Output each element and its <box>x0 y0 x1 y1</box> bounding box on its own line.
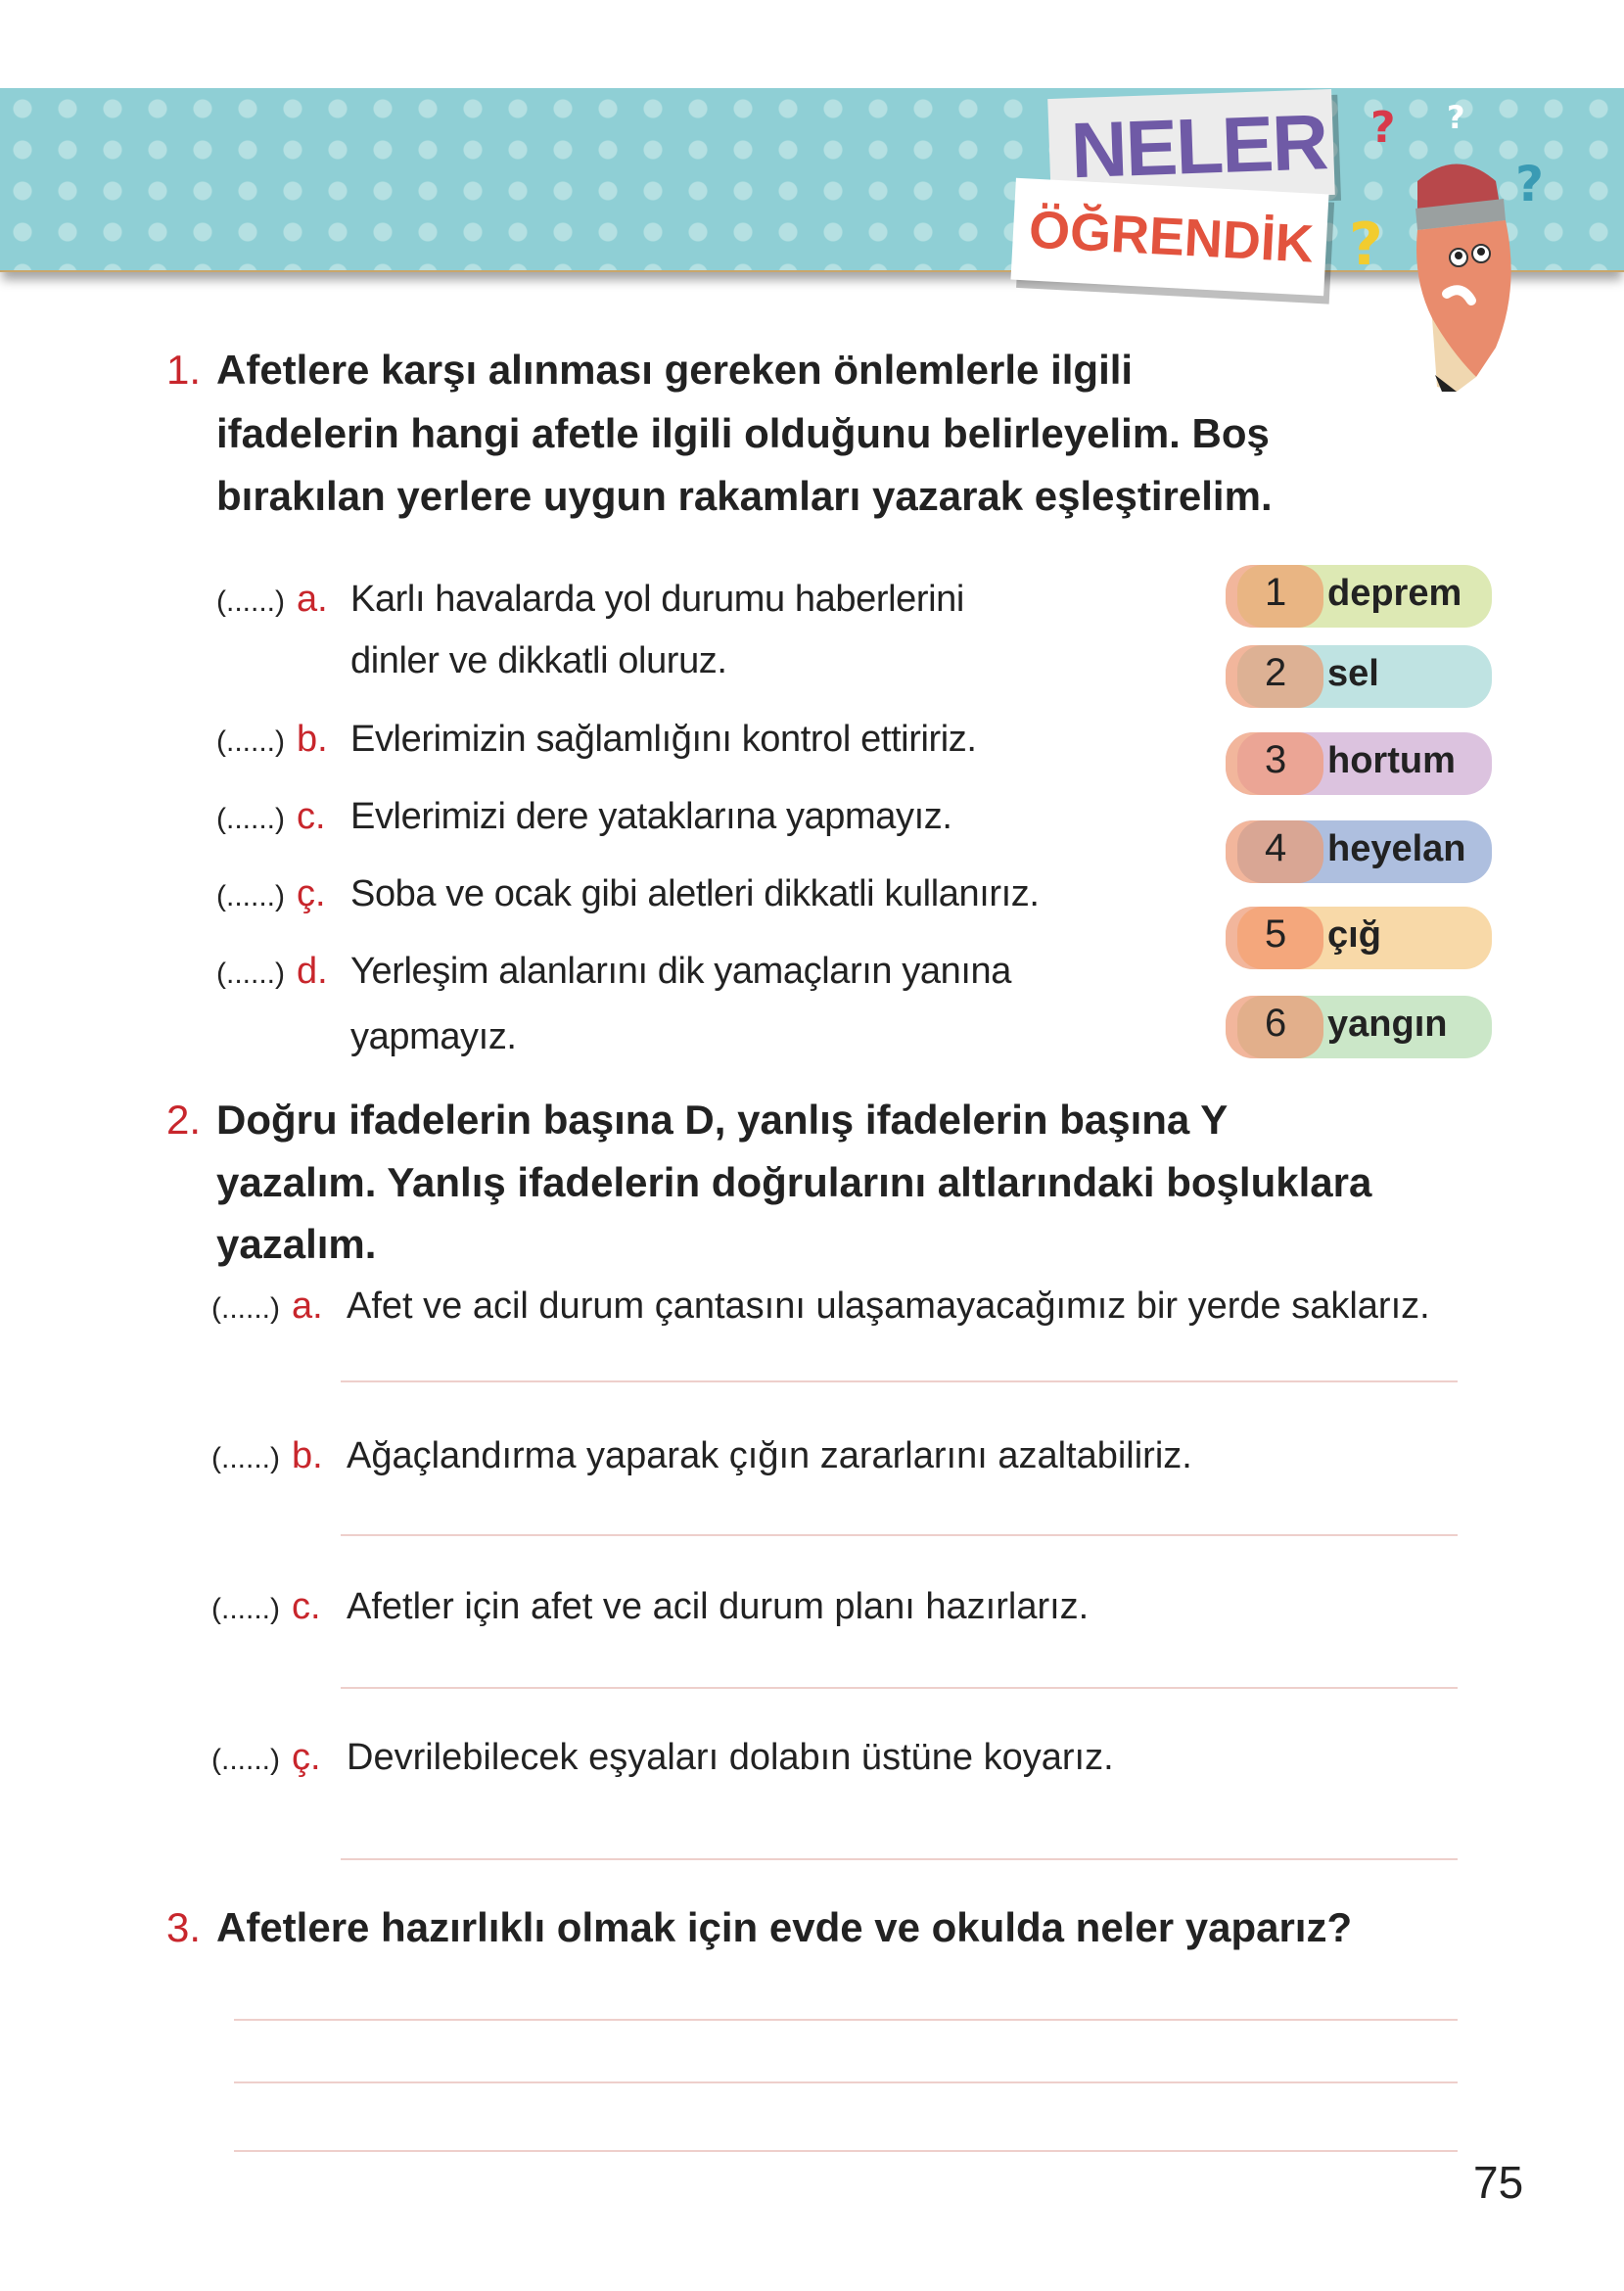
item-letter: d. <box>297 951 328 992</box>
answer-blank[interactable]: (......) <box>216 725 285 758</box>
legend-number-badge <box>1226 907 1323 969</box>
question-text: Afetlere karşı alınması gereken önlemlerle ilgili <box>216 347 1134 393</box>
legend-label: çığ <box>1327 914 1381 956</box>
item-text: Soba ve ocak gibi aletleri dikkatli kullanırız. <box>350 873 1040 914</box>
legend-number-badge <box>1226 996 1323 1058</box>
legend-item-3 <box>1226 820 1492 883</box>
legend-label: deprem <box>1327 573 1462 614</box>
legend-number: 1 <box>1265 571 1287 614</box>
item-text: Ağaçlandırma yaparak çığın zararlarını azaltabiliriz. <box>347 1435 1192 1476</box>
item-letter: ç. <box>292 1737 321 1778</box>
page-number: 75 <box>1473 2157 1524 2208</box>
answer-blank[interactable]: (......) <box>211 1593 280 1625</box>
q1-item-d <box>216 940 285 1005</box>
legend-number-badge <box>1226 820 1323 883</box>
q2-item <box>211 1275 280 1340</box>
item-letter: a. <box>292 1286 323 1327</box>
title-line2: ÖĞRENDİK <box>1027 200 1316 274</box>
legend-number: 2 <box>1265 651 1287 694</box>
svg-text:?: ? <box>1349 210 1383 279</box>
item-text: Evlerimizi dere yataklarına yapmayız. <box>350 796 952 837</box>
svg-text:?: ? <box>1447 99 1465 136</box>
legend-label: heyelan <box>1327 828 1466 869</box>
legend-number: 5 <box>1265 912 1287 956</box>
pencil-mascot-icon <box>1349 93 1574 406</box>
question-number: 2. <box>166 1097 202 1143</box>
item-letter: c. <box>297 796 326 837</box>
q2-item <box>211 1575 280 1641</box>
legend-item-1 <box>1226 645 1492 708</box>
question-text: Doğru ifadelerin başına D, yanlış ifadelerin başına Y <box>216 1097 1229 1143</box>
legend-number-badge <box>1226 732 1323 795</box>
answer-blank[interactable]: (......) <box>211 1292 280 1325</box>
q1-item-c <box>216 785 285 851</box>
q2-item <box>211 1726 280 1792</box>
item-text: dinler ve dikkatli oluruz. <box>350 640 727 681</box>
item-text: Devrilebilecek eşyaları dolabın üstüne koyarız. <box>347 1737 1114 1778</box>
answer-line[interactable] <box>234 2150 1458 2152</box>
item-letter: b. <box>297 719 328 760</box>
legend-number-badge <box>1226 565 1323 628</box>
legend-item-4 <box>1226 907 1492 969</box>
item-letter: ç. <box>297 873 326 914</box>
item-text: Yerleşim alanlarını dik yamaçların yanına <box>350 951 1011 992</box>
question-text: ifadelerin hangi afetle ilgili olduğunu belirleyelim. Boş <box>216 410 1270 456</box>
answer-blank[interactable]: (......) <box>211 1442 280 1474</box>
question-text: Afetlere hazırlıklı olmak için evde ve okulda neler yaparız? <box>216 1904 1353 1950</box>
legend-number: 3 <box>1265 738 1287 781</box>
answer-line[interactable] <box>234 2019 1458 2021</box>
legend-label: yangın <box>1327 1004 1448 1045</box>
answer-line[interactable] <box>341 1380 1458 1382</box>
answer-blank[interactable]: (......) <box>216 585 285 618</box>
answer-blank[interactable]: (......) <box>211 1744 280 1776</box>
question-text: bırakılan yerlere uygun rakamları yazarak eşleştirelim. <box>216 473 1273 519</box>
legend-item-2 <box>1226 732 1492 795</box>
svg-text:?: ? <box>1370 103 1396 153</box>
q2-item <box>211 1425 280 1490</box>
legend-label: sel <box>1327 653 1379 694</box>
answer-line[interactable] <box>341 1858 1458 1860</box>
question-text: yazalım. <box>216 1221 377 1267</box>
item-text: Afet ve acil durum çantasını ulaşamayacağımız bir yerde saklarız. <box>347 1286 1430 1327</box>
answer-line[interactable] <box>234 2081 1458 2083</box>
legend-number-badge <box>1226 645 1323 708</box>
item-text: Evlerimizin sağlamlığını kontrol ettiririz. <box>350 719 977 760</box>
item-letter: b. <box>292 1435 323 1476</box>
title-tag-ogrendik <box>1010 178 1328 297</box>
legend-item-5 <box>1226 996 1492 1058</box>
question-number: 1. <box>166 347 202 393</box>
legend-number: 6 <box>1265 1002 1287 1045</box>
item-letter: c. <box>292 1586 321 1627</box>
answer-blank[interactable]: (......) <box>216 803 285 835</box>
item-text: yapmayız. <box>350 1016 517 1057</box>
legend-item-0 <box>1226 565 1492 628</box>
title-line1: NELER <box>1069 98 1328 195</box>
q1-item-a <box>216 568 285 633</box>
item-text: Afetler için afet ve acil durum planı hazırlarız. <box>347 1586 1090 1627</box>
question-text: yazalım. Yanlış ifadelerin doğrularını altlarındaki boşluklara <box>216 1159 1372 1205</box>
q1-item-c-cedilla <box>216 863 285 928</box>
answer-blank[interactable]: (......) <box>216 880 285 912</box>
answer-blank[interactable]: (......) <box>216 958 285 990</box>
question-number: 3. <box>166 1904 202 1950</box>
legend-number: 4 <box>1265 826 1287 869</box>
svg-text:?: ? <box>1515 156 1545 212</box>
q1-item-b <box>216 708 285 773</box>
item-letter: a. <box>297 579 328 620</box>
legend-label: hortum <box>1327 740 1456 781</box>
answer-line[interactable] <box>341 1687 1458 1689</box>
item-text: Karlı havalarda yol durumu haberlerini <box>350 579 964 620</box>
answer-line[interactable] <box>341 1534 1458 1536</box>
